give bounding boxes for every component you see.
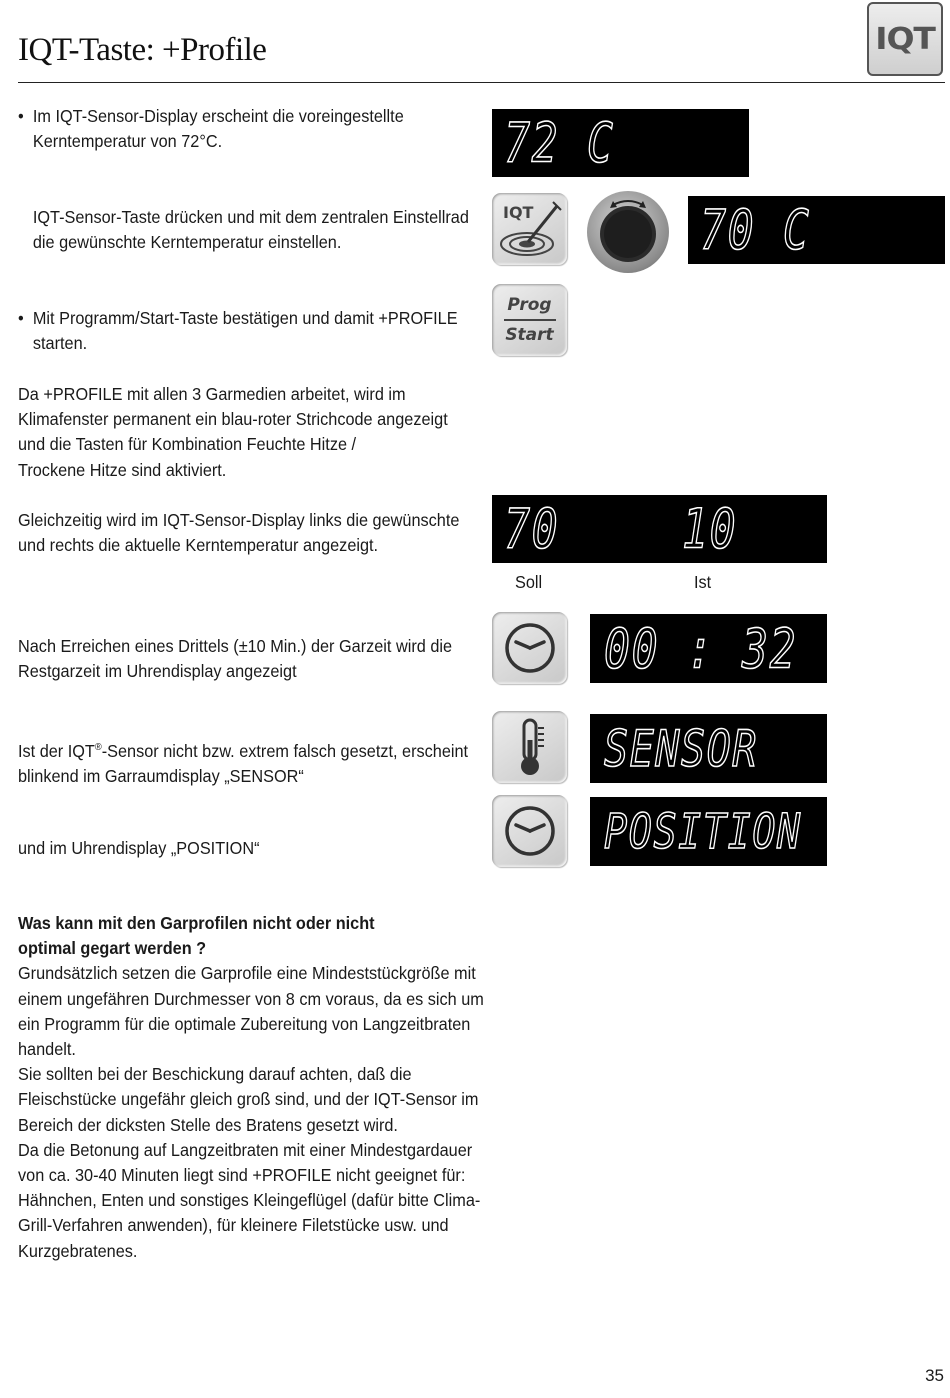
- text-fragment: Ist der IQT: [18, 740, 95, 761]
- clock-button-2[interactable]: [492, 795, 567, 867]
- text-line: Kurzgebratenes.: [18, 1240, 138, 1261]
- sensor-display-soll-ist: [492, 495, 827, 563]
- iqt-sensor-button[interactable]: [492, 193, 567, 265]
- step-2-line-2: die gewünschte Kerntemperatur einstellen.: [32, 232, 342, 253]
- thermometer-icon: [510, 716, 550, 778]
- ist-label: Ist: [694, 572, 712, 592]
- paragraph-garmedien: [18, 382, 455, 483]
- soll-label: Soll: [515, 572, 543, 592]
- cavity-display-sensor: [590, 714, 827, 783]
- text-line: und rechts die aktuelle Kerntemperatur angezeigt.: [18, 535, 379, 556]
- step-1-line-1: Im IQT-Sensor-Display erscheint die voreingestellte: [32, 106, 404, 126]
- text-line: Sie sollten bei der Beschickung darauf achten, daß die: [18, 1064, 412, 1085]
- prog-start-button[interactable]: [492, 284, 567, 356]
- iqt-logo-text: IQT: [875, 21, 935, 57]
- text-line: von ca. 30-40 Minuten liegt sind +PROFILE nicht geeignet für:: [18, 1165, 466, 1186]
- core-temperature-button[interactable]: [492, 711, 567, 783]
- text-line: Da die Betonung auf Langzeitbraten mit einer Mindestgardauer: [18, 1139, 473, 1160]
- text-line: Trockene Hitze sind aktiviert.: [18, 459, 227, 480]
- page-number: 35: [925, 1366, 944, 1385]
- text-line: handelt.: [18, 1039, 76, 1060]
- faq-heading-line-2: optimal gegart werden ?: [18, 938, 207, 959]
- timer-value: 00 : 32: [604, 617, 798, 680]
- text-line: Restgarzeit im Uhrendisplay angezeigt: [18, 661, 297, 682]
- text-line: Klimafenster permanent ein blau-roter Strichcode angezeigt: [18, 409, 448, 430]
- bullet: •: [18, 106, 24, 126]
- text-line: und im Uhrendisplay „POSITION“: [18, 838, 260, 858]
- clock-icon: [502, 803, 558, 859]
- position-text: POSITION: [604, 803, 802, 860]
- step-2-line-1: IQT-Sensor-Taste drücken und mit dem zentralen Einstellrad: [32, 207, 469, 227]
- page-title: IQT-Taste: +Profile: [18, 32, 267, 68]
- bullet: •: [18, 308, 24, 328]
- text-line: Hähnchen, Enten und sonstiges Kleingeflügel (dafür bitte Clima-: [18, 1190, 481, 1211]
- faq-heading-line-1: Was kann mit den Garprofilen nicht oder nicht: [18, 913, 375, 933]
- text-line: Fleischstücke ungefähr gleich groß sind, und der IQT-Sensor im: [18, 1089, 479, 1110]
- text-line: einem ungefähren Durchmesser von 8 cm voraus, da es sich um: [18, 988, 484, 1009]
- dial-icon: [587, 191, 669, 273]
- header-rule: [18, 82, 945, 83]
- step-3-line-2: starten.: [32, 333, 88, 354]
- prog-start-divider: [504, 319, 556, 321]
- text-line: Bereich der dicksten Stelle des Bratens gesetzt wird.: [18, 1114, 398, 1135]
- paragraph-position: [18, 836, 455, 861]
- step-1-text: [18, 104, 455, 154]
- iqt-sensor-icon: [495, 196, 565, 262]
- sensor-display-preset: [492, 109, 749, 177]
- text-line: Grill-Verfahren anwenden), für kleinere Filetstücke usw. und: [18, 1215, 449, 1236]
- step-2-text: [18, 205, 469, 255]
- text-line: Grundsätzlich setzen die Garprofile eine Mindeststückgröße mit: [18, 963, 476, 984]
- sensor-display-adjusted: [688, 196, 945, 264]
- text-line: und die Tasten für Kombination Feuchte Hitze /: [18, 434, 357, 455]
- clock-button[interactable]: [492, 612, 567, 684]
- step-3-line-1: Mit Programm/Start-Taste bestätigen und damit +PROFILE: [32, 308, 458, 328]
- start-label: Start: [505, 325, 554, 345]
- clock-icon: [502, 620, 558, 676]
- paragraph-restgarzeit: [18, 634, 455, 684]
- clock-display-position: [590, 797, 827, 866]
- soll-value: 70: [504, 497, 560, 561]
- text-line: Nach Erreichen eines Drittels (±10 Min.) der Garzeit wird die: [18, 636, 453, 656]
- step-3-text: [18, 306, 458, 356]
- svg-text:IQT: IQT: [502, 203, 533, 222]
- text-line: ein Programm für die optimale Zubereitung von Langzeitbraten: [18, 1013, 471, 1034]
- display-value: 70 C: [700, 198, 811, 262]
- paragraph-sensor-warning: [18, 735, 469, 789]
- prog-label: Prog: [507, 295, 552, 315]
- clock-display-timer: [590, 614, 827, 683]
- ist-value: 10: [682, 497, 738, 561]
- text-fragment: -Sensor nicht bzw. extrem falsch gesetzt, erscheint: [101, 740, 469, 761]
- text-line: Gleichzeitig wird im IQT-Sensor-Display links die gewünschte: [18, 510, 460, 530]
- sensor-text: SENSOR: [604, 719, 759, 778]
- text-line: Da +PROFILE mit allen 3 Garmedien arbeitet, wird im: [18, 384, 406, 404]
- iqt-logo: [867, 2, 943, 76]
- step-1-line-2: Kerntemperatur von 72°C.: [32, 131, 223, 152]
- text-line: blinkend im Garraumdisplay „SENSOR“: [18, 766, 304, 787]
- faq-section: [18, 911, 484, 1264]
- central-dial-knob[interactable]: [587, 191, 669, 273]
- paragraph-soll-ist: [18, 508, 460, 558]
- registered-mark: ®: [94, 742, 102, 753]
- display-value: 72 C: [504, 111, 615, 175]
